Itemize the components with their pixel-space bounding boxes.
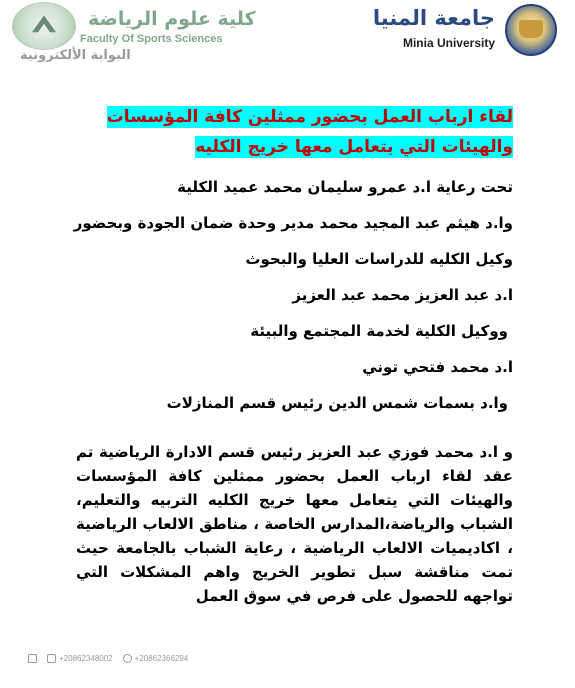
minia-university-logo: [505, 4, 557, 56]
article-line: ووكيل الكلية لخدمة المجتمع والبيئة: [250, 322, 508, 340]
article-title: [76, 102, 513, 162]
faculty-name-en: Faculty Of Sports Sciences: [80, 33, 223, 45]
mail-icon: [28, 654, 37, 663]
footer-phone-1: [47, 654, 113, 663]
footer-phone-2: [123, 654, 189, 663]
article-title-text: لقاء ارباب العمل بحضور ممثلين كافة المؤسسات والهيئات التي يتعامل معها خريج الكليه: [106, 107, 513, 157]
article-line: ا.د عبد العزيز محمد عبد العزيز: [292, 286, 513, 304]
faculty-name-ar: كلية علوم الرياضة: [88, 8, 256, 30]
phone-number: +20862348002: [59, 654, 113, 663]
page-footer: [28, 654, 188, 663]
portal-label: البوابة الألكترونية: [20, 48, 131, 63]
page-header: [0, 0, 575, 63]
article-body: [73, 102, 513, 608]
faculty-logo: [12, 2, 76, 50]
fax-icon: [123, 654, 132, 663]
phone-icon: [47, 654, 56, 663]
article-line: وا.د هيثم عبد المجيد محمد مدير وحدة ضمان الجودة وبحضور: [73, 214, 513, 232]
article-line: تحت رعاية ا.د عمرو سليمان محمد عميد الكلية: [177, 178, 513, 196]
university-name-en: Minia University: [402, 36, 495, 50]
article-paragraph: و ا.د محمد فوزي عبد العزيز رئيس قسم الادارة الرياضية تم عقد لقاء ارباب العمل بحضور ممثلين كافة المؤسسات والهيئات التي يتعامل معها خريج الكليه التربيه والتعليم، الشباب والرياضة،المدارس الخاصة ، مناطق الالعاب الرياضية ، اكاديميات الالعاب الرياضية ، رعاية الشباب بالجامعة حيث تمت مناقشة سبل تطوير الخريج واهم المشكلات التي تواجهه للحصول على فرص في سوق العمل: [76, 443, 513, 605]
article-line: وكيل الكليه للدراسات العليا والبحوث: [245, 250, 513, 268]
article-line: وا.د بسمات شمس الدين رئيس قسم المنازلات: [166, 394, 508, 412]
article-line: ا.د محمد فتحي توني: [362, 358, 513, 376]
university-name-ar: جامعة المنيا: [372, 6, 495, 30]
fax-number: +20862366294: [134, 654, 189, 663]
